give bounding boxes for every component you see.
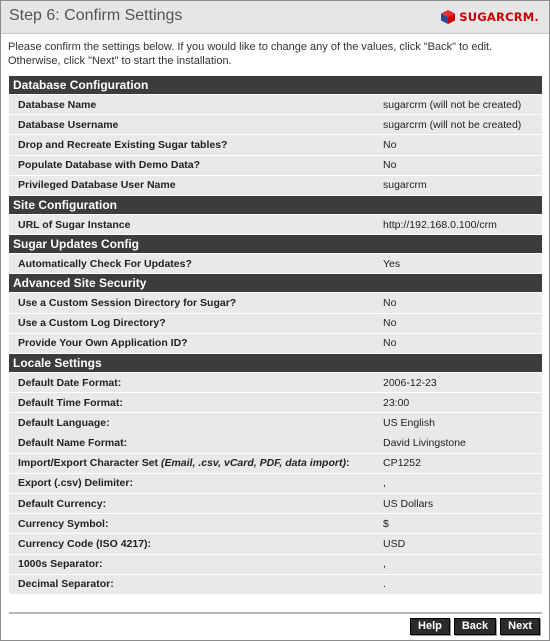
page-title: Step 6: Confirm Settings	[9, 7, 183, 24]
settings-summary	[9, 76, 542, 595]
setting-row	[9, 156, 542, 175]
setting-row	[9, 314, 542, 333]
setting-row	[9, 176, 542, 195]
intro-text: Please confirm the settings below. If you would like to change any of the values, click "Back" to edit. Otherwise, click "Next" to start the installation.	[8, 41, 493, 67]
setting-value: No	[383, 296, 397, 309]
setting-value: US Dollars	[383, 497, 434, 510]
sugarcrm-logo	[440, 9, 539, 25]
footer-divider	[9, 612, 542, 614]
section-header: Database Configuration	[9, 76, 542, 94]
setting-row	[9, 534, 542, 553]
setting-label: Privileged Database User Name	[18, 179, 176, 192]
setting-label: Database Name	[18, 98, 97, 111]
setting-label: Use a Custom Log Directory?	[18, 317, 166, 330]
setting-label: Currency Symbol:	[18, 517, 109, 530]
setting-value: US English	[383, 416, 435, 429]
setting-row	[9, 454, 542, 473]
setting-value: sugarcrm	[383, 179, 427, 192]
setting-row	[9, 555, 542, 574]
section-header: Site Configuration	[9, 196, 542, 214]
section-header: Advanced Site Security	[9, 274, 542, 292]
cube-logo-icon	[440, 9, 456, 25]
button-bar	[410, 618, 540, 635]
setting-row	[9, 433, 542, 452]
setting-value: No	[383, 337, 397, 350]
setting-label: URL of Sugar Instance	[18, 218, 131, 231]
setting-row	[9, 254, 542, 273]
setting-row	[9, 215, 542, 234]
help-button[interactable]: Help	[410, 618, 450, 635]
setting-label: Default Currency:	[18, 497, 107, 510]
setting-label: Populate Database with Demo Data?	[18, 159, 201, 172]
setting-value: sugarcrm (will not be created)	[383, 98, 522, 111]
setting-label: Default Date Format:	[18, 376, 122, 389]
setting-label: Decimal Separator:	[18, 578, 114, 591]
setting-value: CP1252	[383, 457, 421, 470]
setting-value: David Livingstone	[383, 437, 466, 450]
setting-value: 2006-12-23	[383, 376, 437, 389]
setting-label: Default Name Format:	[18, 437, 128, 450]
setting-row	[9, 334, 542, 353]
setting-value: ,	[383, 558, 386, 571]
setting-value: http://192.168.0.100/crm	[383, 218, 497, 231]
setting-label: Automatically Check For Updates?	[18, 257, 192, 270]
setting-value: Yes	[383, 257, 401, 270]
back-button[interactable]: Back	[454, 618, 496, 635]
setting-value: .	[383, 578, 386, 591]
setting-hint: (Email, .csv, vCard, PDF, data import)	[160, 457, 346, 470]
setting-value: ,	[383, 477, 386, 490]
setting-label: Default Time Format:	[18, 396, 123, 409]
setting-row	[9, 494, 542, 513]
setting-value: No	[383, 317, 397, 330]
setting-row	[9, 393, 542, 412]
setting-label: Use a Custom Session Directory for Sugar?	[18, 296, 237, 309]
setting-row	[9, 293, 542, 312]
header-bar	[1, 1, 549, 34]
setting-row	[9, 575, 542, 594]
setting-value: USD	[383, 538, 406, 551]
next-button[interactable]: Next	[500, 618, 540, 635]
setting-label: Currency Code (ISO 4217):	[18, 538, 152, 551]
setting-label: Database Username	[18, 118, 119, 131]
setting-row	[9, 413, 542, 432]
section-header: Sugar Updates Config	[9, 235, 542, 253]
setting-row	[9, 474, 542, 493]
setting-row	[9, 115, 542, 134]
setting-value: sugarcrm (will not be created)	[383, 118, 522, 131]
setting-value: $	[383, 517, 389, 530]
setting-value: No	[383, 139, 397, 152]
setting-row	[9, 135, 542, 154]
setting-label: Export (.csv) Delimiter:	[18, 477, 133, 490]
section-header: Locale Settings	[9, 354, 542, 372]
setting-row	[9, 373, 542, 392]
setting-value: 23:00	[383, 396, 410, 409]
setting-label: Default Language:	[18, 416, 110, 429]
setting-row	[9, 95, 542, 114]
setting-value: No	[383, 159, 397, 172]
logo-text: SUGARCRM.	[459, 10, 539, 24]
setting-label: Import/Export Character Set (Email, .csv, vCard, PDF, data import):	[18, 457, 350, 470]
setting-row	[9, 514, 542, 533]
setting-label: Drop and Recreate Existing Sugar tables?	[18, 139, 228, 152]
setting-label: 1000s Separator:	[18, 558, 103, 571]
setting-label: Provide Your Own Application ID?	[18, 337, 188, 350]
